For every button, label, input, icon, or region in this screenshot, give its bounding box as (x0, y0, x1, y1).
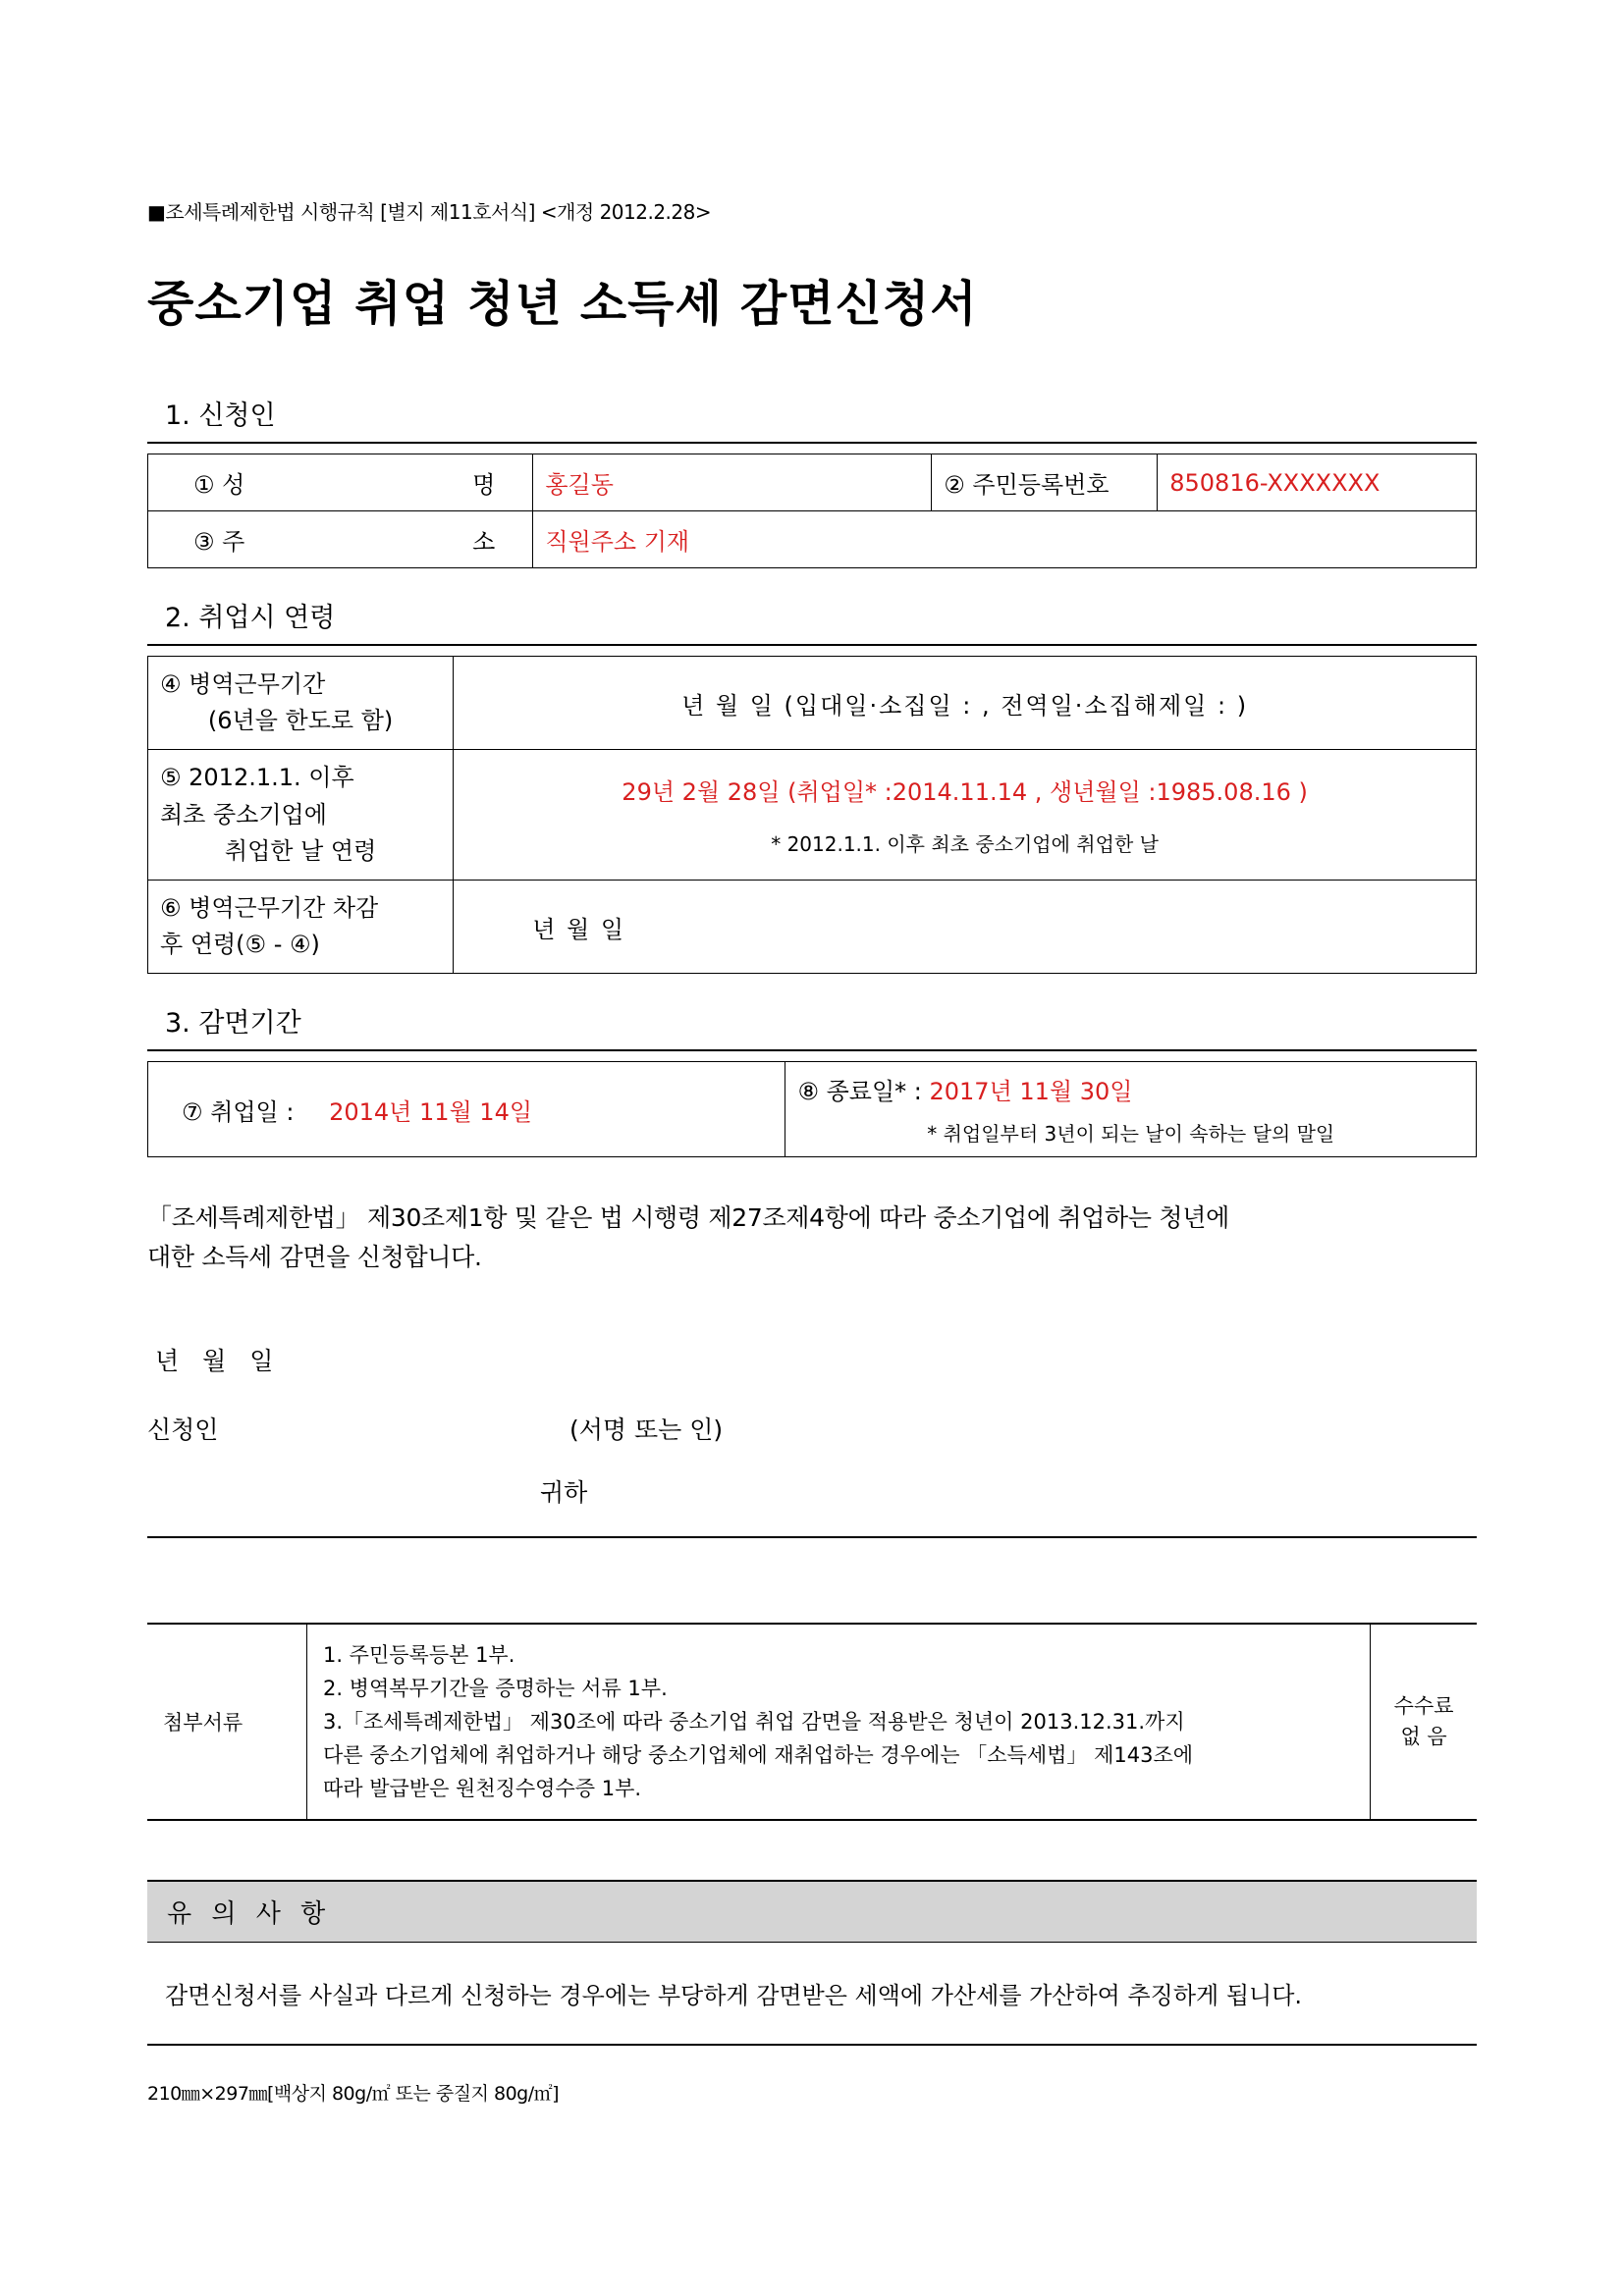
name-label-cell (148, 454, 533, 511)
fee-value: 없 음 (1400, 1725, 1447, 1749)
name-value[interactable]: 홍길동 (533, 454, 932, 511)
adjusted-age-label-cell (148, 880, 454, 973)
applicant-table (147, 454, 1477, 568)
adjusted-age-value[interactable]: 년 월 일 (454, 880, 1477, 973)
adjusted-age-label-line1: ⑥ 병역근무기간 차감 (160, 893, 379, 922)
legal-statement-line1: 「조세특례제한법」 제30조제1항 및 같은 법 시행령 제27조제4항에 따라 중소기업에 취업하는 청년에 (147, 1203, 1229, 1233)
table-row (148, 1062, 1477, 1157)
attachment-item-3-cont1: 다른 중소기업체에 취업하거나 해당 중소기업체에 재취업하는 경우에는 「소득세법」 제143조에 (322, 1743, 1194, 1768)
employment-date-value[interactable]: 2014년 11월 14일 (329, 1097, 533, 1126)
table-row (148, 454, 1477, 511)
address-label-2: 소 (472, 528, 496, 556)
military-period-label-line1: ④ 병역근무기간 (160, 670, 326, 698)
legal-statement-line2: 대한 소득세 감면을 신청합니다. (147, 1243, 482, 1272)
attachments-label: 첨부서류 (147, 1624, 306, 1820)
attachment-item-3: 3.「조세특례제한법」 제30조에 따라 중소기업 취업 감면을 적용받은 청년이 2013.12.31.까지 (322, 1710, 1185, 1735)
end-date-note: * 취업일부터 3년이 되는 날이 속하는 달의 말일 (927, 1122, 1335, 1147)
form-reference: ■조세특례제한법 시행규칙 [별지 제11호서식] <개정 2012.2.28> (147, 200, 712, 224)
legal-statement (147, 1199, 1477, 1277)
first-employment-age-cell (454, 750, 1477, 881)
table-row (148, 880, 1477, 973)
first-employment-age-label-line1: ⑤ 2012.1.1. 이후 (160, 764, 354, 792)
attachment-item-3-cont2: 따라 발급받은 원천징수영수증 1부. (322, 1777, 642, 1801)
table-row (148, 511, 1477, 568)
fee-cell (1371, 1624, 1477, 1820)
section-heading-applicant: 1. 신청인 (165, 400, 276, 431)
signature-block (147, 1342, 1477, 1509)
reduction-period-table (147, 1061, 1477, 1157)
name-label-2: 명 (472, 471, 496, 499)
first-employment-age-label-line3: 취업한 날 연령 (224, 836, 377, 865)
signature-bottom-rule (147, 1536, 1477, 1538)
section-heading-period: 3. 감면기간 (165, 1008, 301, 1040)
notice-bar-title: 유 의 사 항 (147, 1880, 1477, 1943)
end-date-label: ⑧ 종료일* : (797, 1078, 922, 1106)
signature-hint: (서명 또는 인) (569, 1415, 724, 1445)
military-period-value[interactable]: 년 월 일 (입대일·소집일 : , 전역일·소집해제일 : ) (454, 657, 1477, 750)
applicant-label: 신청인 (147, 1415, 219, 1445)
first-employment-age-label-line2: 최초 중소기업에 (160, 800, 327, 828)
name-label: ① 성 (193, 471, 245, 499)
age-table (147, 656, 1477, 974)
employment-date-label: ⑦ 취업일 : (182, 1097, 295, 1126)
recipient-label: 귀하 (540, 1478, 588, 1508)
table-row (147, 1624, 1477, 1820)
rrn-value[interactable]: 850816-XXXXXXX (1158, 454, 1477, 511)
signature-row (147, 1411, 1477, 1446)
attachment-item-1: 1. 주민등록등본 1부. (322, 1643, 515, 1668)
rrn-label: ② 주민등록번호 (932, 454, 1158, 511)
attachments-table (147, 1623, 1477, 1821)
attachment-item-2: 2. 병역복무기간을 증명하는 서류 1부. (322, 1677, 668, 1701)
address-value[interactable]: 직원주소 기재 (533, 511, 1477, 568)
first-employment-age-label-cell (148, 750, 454, 881)
attachments-list (306, 1624, 1370, 1820)
paper-spec-footer: 210㎜×297㎜[백상지 80g/㎡ 또는 중질지 80g/㎡] (147, 2083, 560, 2106)
military-period-label-cell (148, 657, 454, 750)
end-date-cell (785, 1062, 1477, 1157)
table-row (148, 750, 1477, 881)
address-label-cell (148, 511, 533, 568)
end-date-value[interactable]: 2017년 11월 30일 (929, 1078, 1133, 1106)
signature-date-blank[interactable]: 년 월 일 (155, 1347, 282, 1376)
employment-date-cell (148, 1062, 785, 1157)
section2-top-rule (147, 644, 1477, 646)
table-row (148, 657, 1477, 750)
first-employment-age-note: * 2012.1.1. 이후 최초 중소기업에 취업한 날 (771, 832, 1159, 857)
page-title: 중소기업 취업 청년 소득세 감면신청서 (147, 276, 978, 332)
section-heading-age: 2. 취업시 연령 (165, 603, 336, 633)
adjusted-age-label-line2: 후 연령(⑤ - ④) (160, 931, 320, 959)
notice-body: 감면신청서를 사실과 다르게 신청하는 경우에는 부당하게 감면받은 세액에 가산세를 가산하여 추징하게 됩니다. (147, 1943, 1477, 2046)
section3-top-rule (147, 1049, 1477, 1051)
section1-top-rule (147, 442, 1477, 444)
first-employment-age-value[interactable]: 29년 2월 28일 (취업일* :2014.11.14 , 생년월일 :1985.08.16 ) (622, 778, 1308, 807)
fee-label: 수수료 (1393, 1693, 1454, 1718)
address-label: ③ 주 (193, 528, 245, 556)
military-period-label-line2: (6년을 한도로 함) (207, 707, 394, 735)
